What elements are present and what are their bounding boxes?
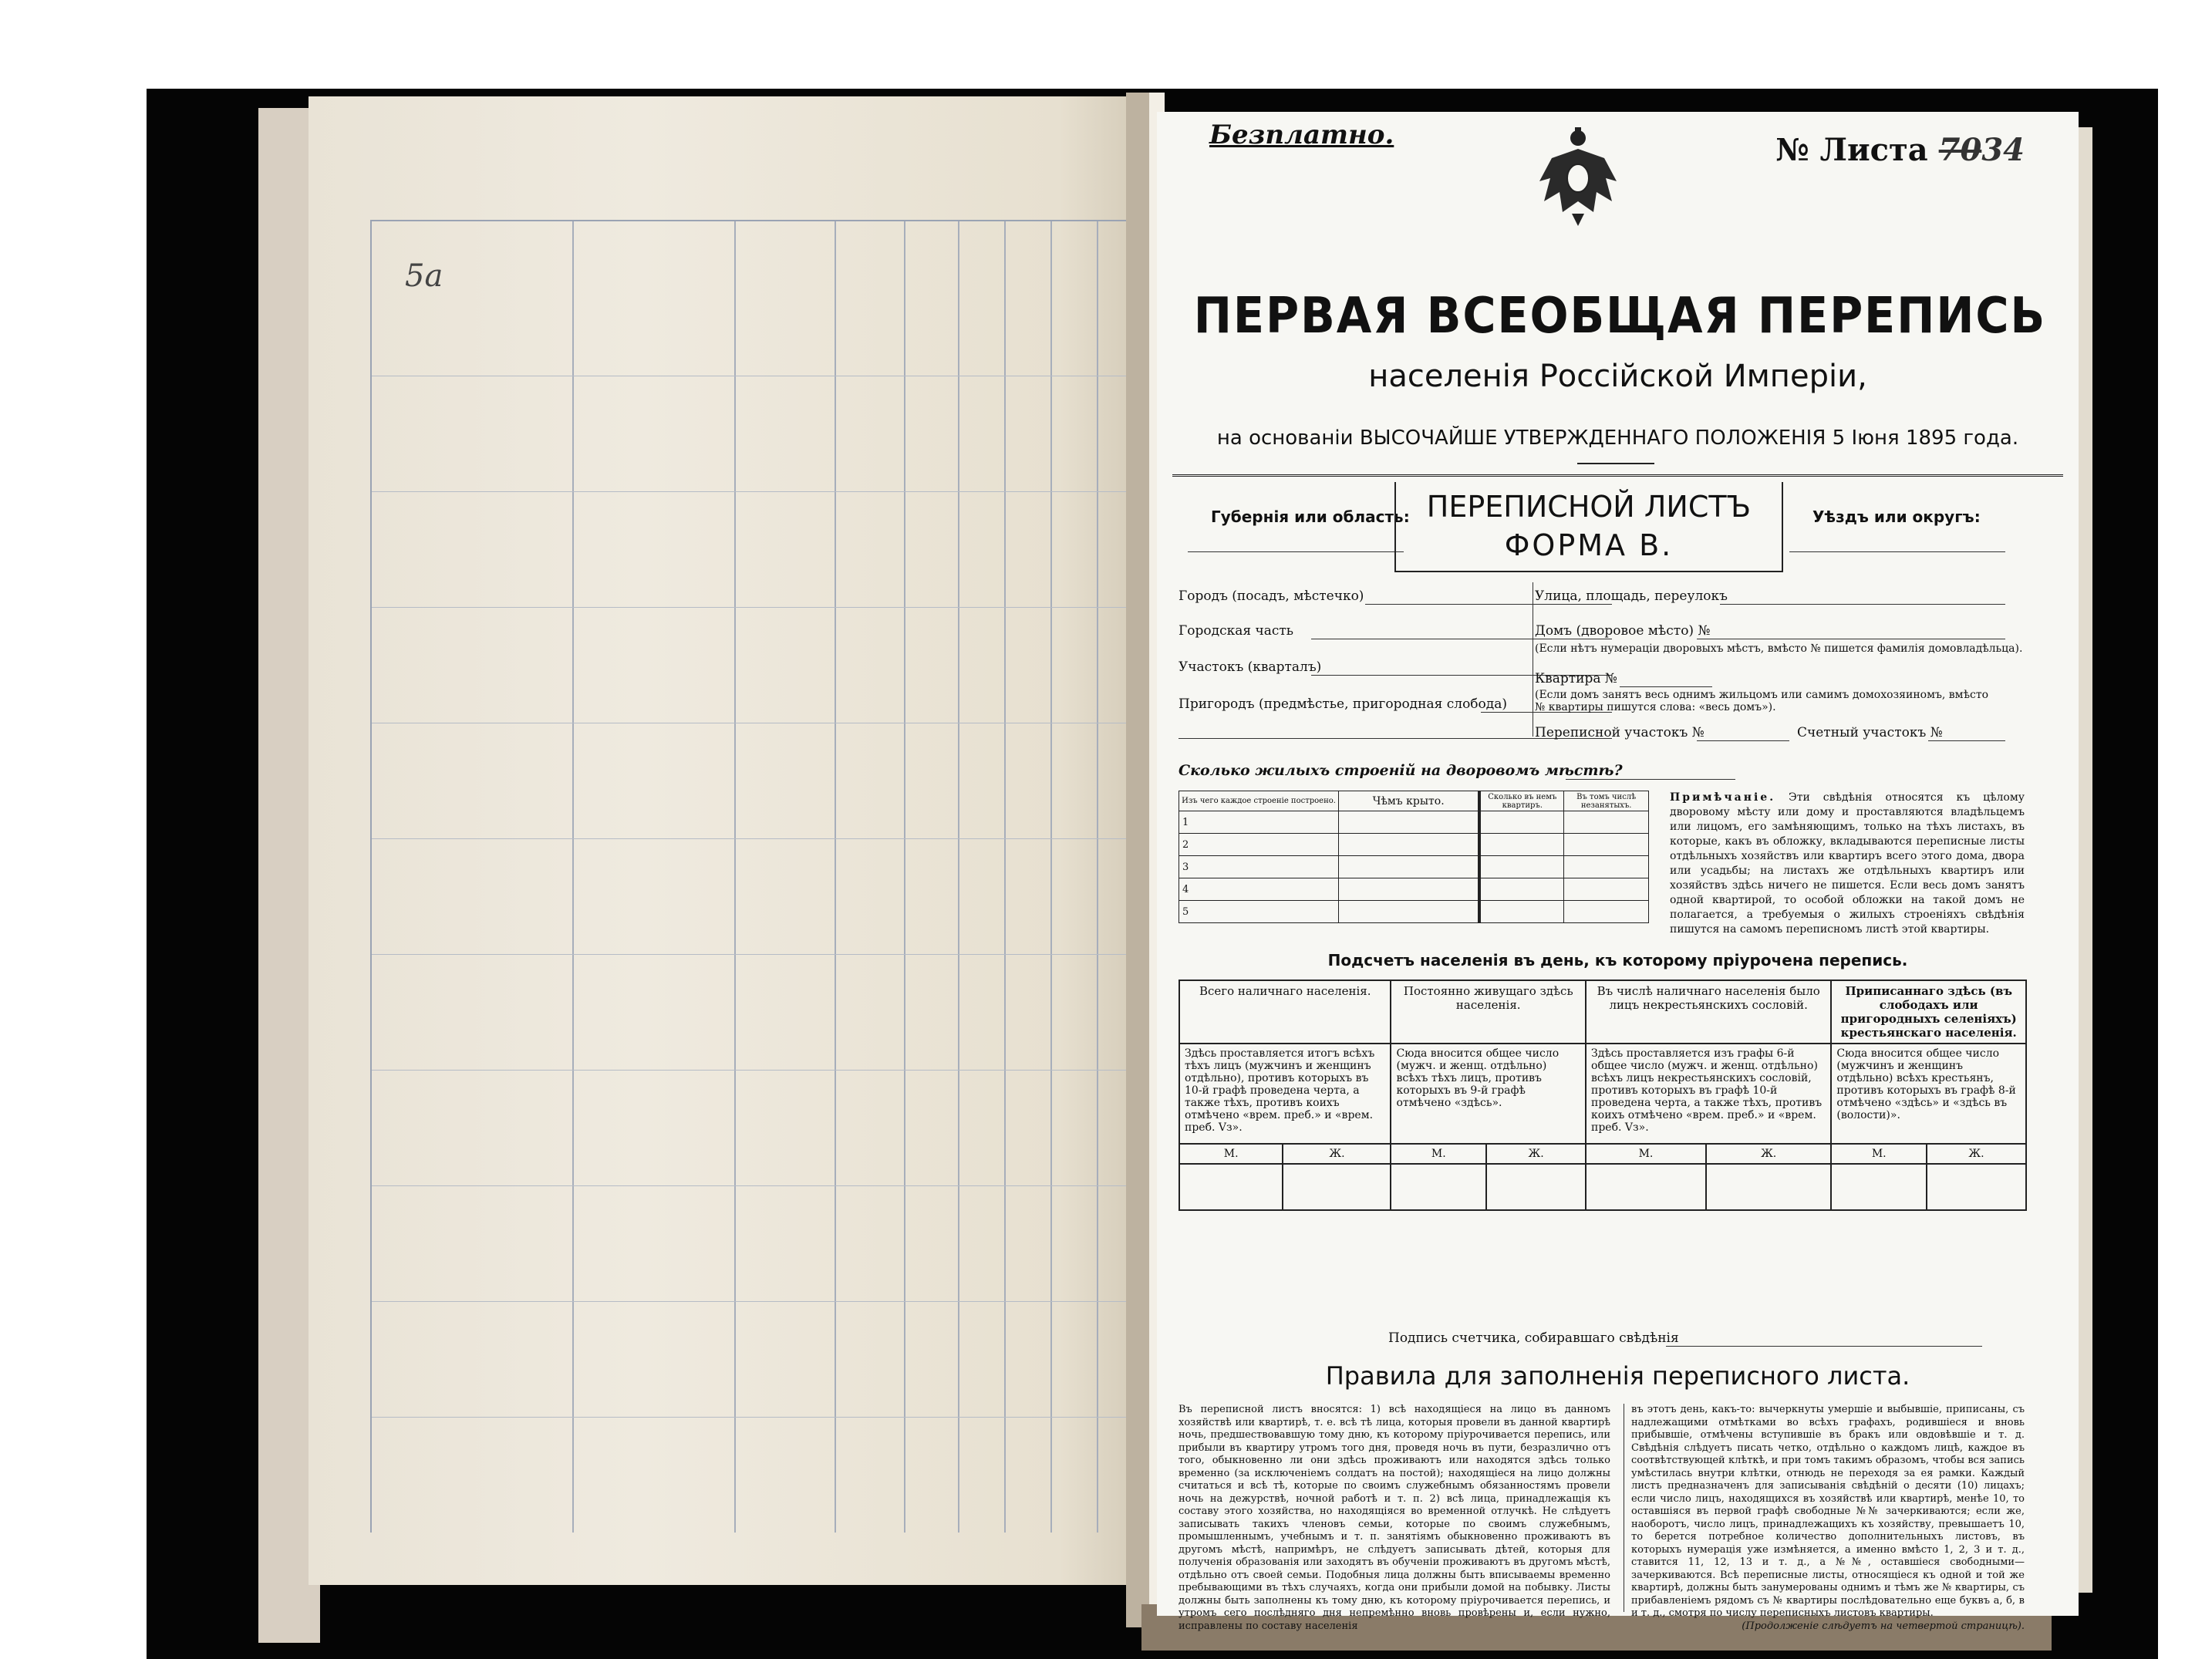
sheet-type: ПЕРЕПИСНОЙ ЛИСТЪ (1426, 490, 1752, 524)
address-house: Домъ (дворовое мѣсто) № (1535, 623, 1711, 639)
count-cell (1486, 1164, 1586, 1210)
sheet-number-crossed: 70 (1938, 132, 1982, 168)
province-box (1188, 494, 1410, 563)
buildings-table: Изъ чего каждое строеніе построено. Чѣмъ крыто. Сколько въ немъ квартиръ. Въ томъ числѣ незанятыхъ. 1 2 3 4 5 (1178, 791, 1649, 923)
counter-signature: Подпись счетчика, собиравшаго свѣдѣнія (1388, 1330, 1679, 1346)
rules-title: Правила для заполненія переписного листа. (1325, 1361, 1910, 1391)
continued-note: (Продолженіе слѣдуетъ на четвертой страницѣ). (1742, 1620, 2025, 1632)
buildings-note: Примѣчаніе. Эти свѣдѣнія относятся къ цѣлому дворовому мѣсту или дому и проставляются владѣльцемъ или лицомъ, его замѣняющимъ, только на тѣхъ листахъ, въ которые, какъ въ обложку, вкладываются переписные листы отдѣльныхъ хозяйствъ или квартиръ всего этого дома, двора или усадьбы; на листахъ же отдѣльныхъ квартиръ или хозяйствъ здѣсь ничего не пишется. Если весь домъ занятъ одной квартирой, то особой обложки на такой домъ не полагается, а требуемыя о жилыхъ строеніяхъ свѣдѣнія пишутся на самомъ переписномъ листѣ этой квартиры. (1670, 791, 2025, 936)
address-street: Улица, площадь, переулокъ (1535, 588, 1728, 604)
frame-top-rule (1172, 474, 2063, 477)
address-quarter: Участокъ (кварталъ) (1178, 659, 1322, 675)
count-cell (1831, 1164, 1927, 1210)
form-name: ФОРМА В. (1504, 528, 1674, 562)
main-title: ПЕРВАЯ ВСЕОБЩАЯ ПЕРЕПИСЬ (1193, 288, 2047, 345)
page-stack-edge (2079, 127, 2092, 1593)
sheet-number: 34 (1981, 132, 2025, 168)
census-form-page (1157, 112, 2079, 1632)
table-row: 3 (1179, 856, 1339, 878)
free-label: Безплатно. (1209, 120, 1394, 150)
table-row: 4 (1179, 878, 1339, 901)
subtitle: населенія Россійской Имперіи, (1368, 359, 1867, 394)
left-page (309, 96, 1141, 1585)
district-box (1789, 494, 2021, 563)
count-cell (1391, 1164, 1486, 1210)
table-row: 5 (1179, 901, 1339, 923)
count-cell (1179, 1164, 1283, 1210)
imperial-eagle-emblem (1536, 127, 1620, 228)
table-row: 2 (1179, 834, 1339, 856)
corner-mark: 5а (405, 258, 443, 294)
address-divider (1533, 582, 1537, 737)
title-rule (1577, 463, 1654, 464)
sheet-number-label: № Листа 7034 (1775, 132, 2025, 168)
count-cell (1706, 1164, 1832, 1210)
rules-left-column: Въ переписной листъ вносятся: 1) всѣ находящіеся на лицо въ данномъ хозяйствѣ или квартирѣ, т. е. всѣ тѣ лица, которыя провели въ данной квартирѣ ночь, предшествовавшую тому дню, къ которому пріурочивается перепись, или прибыли въ квартиру утромъ того дня, проведя ночь въ пути, безразлично отъ того, обыкновенно ли они здѣсь проживаютъ или находятся здѣсь только временно (за исключеніемъ солдатъ на постой); находящіеся на лицо должны считаться и всѣ тѣ, которые по своимъ служебнымъ обязанностямъ провели ночь на дежурствѣ, ночной работѣ и т. п. 2) всѣ лица, принадлежащія къ составу этого хозяйства, но находящіяся во временной отлучкѣ. Не слѣдуетъ записывать такихъ членовъ семьи, которые по своимъ служебнымъ, промышленнымъ, учебнымъ и т. п. занятіямъ обыкновенно проживаютъ въ другомъ мѣстѣ, напримѣръ, не слѣдуетъ записывать дѣтей, которыя для полученія образованія или заходятъ въ обученіи проживаютъ въ другомъ мѣстѣ, отдѣльно отъ своей семьи. Подобныя лица должны быть вписываемы временно пребывающими въ тѣхъ случаяхъ, когда они прибыли домой на побывку. Листы должны быть заполнены къ тому дню, къ которому пріурочивается перепись, и утромъ сего послѣдняго дня непремѣнно вновь провѣрены и, если нужно, исправлены по составу населенія (1178, 1404, 1610, 1632)
district-label: Уѣздъ или округъ: (1812, 507, 1981, 526)
address-suburb: Пригородъ (предмѣстье, пригородная слобода) (1178, 696, 1508, 712)
count-cell (1283, 1164, 1391, 1210)
faded-table-grid (370, 220, 1143, 1533)
count-cell (1927, 1164, 2026, 1210)
address-house-note: (Если нѣтъ нумераціи дворовыхъ мѣстъ, вмѣсто № пишется фамилія домовладѣльца). (1535, 642, 2023, 655)
address-city: Городъ (посадъ, мѣстечко) (1178, 588, 1364, 604)
population-count-table: Всего наличнаго населенія. Постоянно живущаго здѣсь населенія. Въ числѣ наличнаго населенія было лицъ некрестьянскихъ сословій. Приписаннаго здѣсь (въ слободахъ или пригородныхъ селеніяхъ) крестьянскаго населенія. Здѣсь проставляется итогъ всѣхъ тѣхъ лицъ (мужчинъ и женщинъ отдѣльно), противъ которыхъ въ 10-й графѣ проведена черта, а также тѣхъ, противъ коихъ отмѣчено «врем. преб.» и «врем. преб. Vз». Сюда вносится общее число (мужч. и женщ. отдѣльно) всѣхъ тѣхъ лицъ, противъ которыхъ въ 9-й графѣ отмѣчено «здѣсь». Здѣсь проставляется изъ графы 6-й общее число (мужч. и женщ. отдѣльно) всѣхъ лицъ некрестьянскихъ сословій, противъ которыхъ въ графѣ 10-й проведена черта, а также тѣхъ, противъ коихъ отмѣчено «врем. преб.» и «врем. преб. Vз». Сюда вносится общее число (мужчинъ и женщинъ отдѣльно) всѣхъ крестьянъ, противъ которыхъ въ графѣ 8-й отмѣчено «здѣсь» и «здѣсь въ (волости)». М. Ж. М. Ж. М. Ж. М. Ж. (1178, 980, 2027, 1211)
province-label: Губернія или область: (1211, 507, 1410, 526)
address-apartment: Квартира № (1535, 671, 1617, 686)
census-area: Переписной участокъ № (1535, 725, 1705, 740)
address-city-part: Городская часть (1178, 623, 1294, 639)
address-apartment-note: (Если домъ занятъ весь однимъ жильцомъ или самимъ домохозяиномъ, вмѣсто № квартиры пишутся слова: «весь домъ»). (1535, 689, 1989, 713)
table-row: 1 (1179, 811, 1339, 834)
count-cell (1586, 1164, 1706, 1210)
counting-area: Счетный участокъ № (1797, 725, 1943, 740)
count-title: Подсчетъ населенія въ день, къ которому пріурочена перепись. (1327, 951, 1908, 969)
rules-right-column: въ этотъ день, какъ-то: вычеркнуты умершіе и выбывшіе, приписаны, съ надлежащими отмѣтками во всѣхъ графахъ, родившіеся и вновь прибывшіе, отмѣчены вступившіе въ бракъ или овдовѣвшіе и т. д. Свѣдѣнія слѣдуетъ писать четко, отдѣльно о каждомъ лицѣ, каждое въ соотвѣтствующей клѣткѣ, и при томъ такимъ образомъ, чтобы вся запись умѣстилась внутри клѣтки, отнюдь не переходя за ея рамки. Каждый листъ предназначенъ для записыванія свѣдѣній о десяти (10) лицахъ; если число лицъ, находящихся въ хозяйствѣ или квартирѣ, менѣе 10, то оставшіяся въ первой графѣ свободные №№ зачеркиваются; если же, наоборотъ, число лицъ, принадлежащихъ къ хозяйству, превышаетъ 10, то берется потребное количество дополнительныхъ листовъ, въ которыхъ нумерація уже измѣняется, а именно вмѣсто 1, 2, 3 и т. д., ставится 11, 12, 13 и т. д., а №№, оставшіеся свободными—зачеркиваются. Всѣ переписные листы, относящіеся къ одной и той же квартирѣ, должны быть занумерованы однимъ и тѣмъ же № квартиры, съ прибавленіемъ рядомъ съ № квартиры послѣдовательно еще буквъ а, б, в и т. д., смотря по числу переписныхъ листовъ квартиры. (Продолженіе слѣдуетъ на четвертой страницѣ). (1631, 1404, 2025, 1632)
decree-line: на основаніи ВЫСОЧАЙШЕ УТВЕРЖДЕННАГО ПОЛОЖЕНІЯ 5 Іюня 1895 года. (1216, 427, 2019, 450)
buildings-question: Сколько жилыхъ строеній на дворовомъ мѣстѣ? (1178, 762, 1623, 779)
form-title-box (1394, 482, 1783, 572)
